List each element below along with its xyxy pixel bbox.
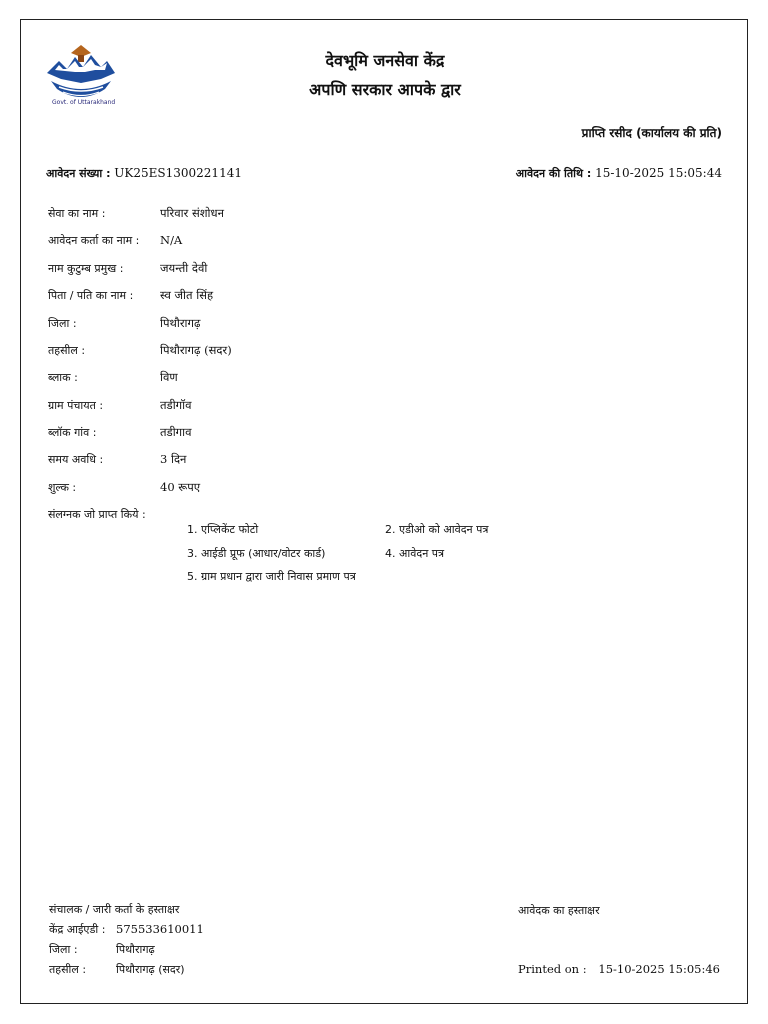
field-value-block: विण [160, 370, 178, 384]
field-label-father-husband: पिता / पति का नाम : [48, 289, 134, 302]
footer-district-label: जिला : [49, 943, 78, 956]
field-label-district: जिला : [48, 317, 77, 330]
attachment-item: 3. आईडी प्रूफ (आधार/वोटर कार्ड) [187, 547, 326, 560]
attachment-item: 1. एप्लिकेंट फोटो [187, 523, 259, 536]
field-value-applicant: N/A [160, 233, 183, 247]
attachment-item: 2. एडीओ को आवेदन पत्र [385, 523, 489, 536]
footer-tehsil-value: पिथौरागढ़ (सदर) [116, 963, 185, 976]
application-number [46, 166, 242, 181]
field-value-father-husband: स्व जीत सिंह [160, 288, 214, 302]
attachment-item: 5. ग्राम प्रधान द्वारा जारी निवास प्रमाण पत्र [187, 570, 356, 583]
field-label-block-village: ब्लॉक गांव : [48, 426, 97, 439]
field-value-service: परिवार संशोधन [160, 206, 224, 220]
field-label-time-period: समय अवधि : [48, 453, 104, 466]
field-value-fee: 40 रूपए [160, 480, 201, 494]
field-value-tehsil: पिथौरागढ़ (सदर) [160, 343, 232, 357]
applicant-signature-label: आवेदक का हस्ताक्षर [518, 904, 600, 917]
field-label-applicant: आवेदन कर्ता का नाम : [48, 234, 140, 247]
field-value-block-village: तडीगाव [160, 425, 192, 439]
center-subtitle: अपणि सरकार आपके द्वार [309, 80, 461, 99]
field-value-gram-panchayat: तडीगॉव [160, 398, 192, 412]
field-label-block: ब्लाक : [48, 371, 78, 384]
application-number-label: आवेदन संख्या : [46, 167, 111, 180]
field-label-gram-panchayat: ग्राम पंचायत : [48, 399, 104, 412]
attachment-item: 4. आवेदन पत्र [385, 547, 445, 560]
center-id-value: 575533610011 [116, 922, 204, 936]
field-label-service: सेवा का नाम : [48, 207, 106, 220]
printed-on-label: Printed on : [518, 962, 587, 976]
attachments-label: संलग्नक जो प्राप्त किये : [48, 508, 146, 521]
footer-tehsil-label: तहसील : [49, 963, 87, 976]
field-value-family-head: जयन्ती देवी [160, 261, 208, 275]
application-number-value: UK25ES1300221141 [114, 166, 242, 180]
logo-caption: Govt. of Uttarakhand [52, 99, 116, 106]
field-value-time-period: 3 दिन [160, 452, 187, 466]
receipt-type-label: प्राप्ति रसीद (कार्यालय की प्रति) [581, 126, 722, 140]
application-date-value: 15-10-2025 15:05:44 [595, 166, 722, 180]
application-date-label: आवेदन की तिथि : [515, 167, 592, 180]
field-value-district: पिथौरागढ़ [160, 316, 201, 330]
center-id-label: केंद्र आईएडी : [49, 923, 106, 936]
printed-on-value: 15-10-2025 15:05:46 [598, 962, 720, 976]
footer-district-value: पिथौरागढ़ [116, 943, 155, 956]
application-date [516, 166, 722, 181]
field-label-fee: शुल्क : [48, 481, 77, 494]
field-label-family-head: नाम कुटुम्ब प्रमुख : [48, 262, 124, 275]
center-title: देवभूमि जनसेवा केंद्र [325, 51, 445, 70]
operator-signature-label: संचालक / जारी कर्ता के हस्ताक्षर [49, 903, 180, 916]
field-label-tehsil: तहसील : [48, 344, 86, 357]
receipt-page [20, 19, 748, 1004]
